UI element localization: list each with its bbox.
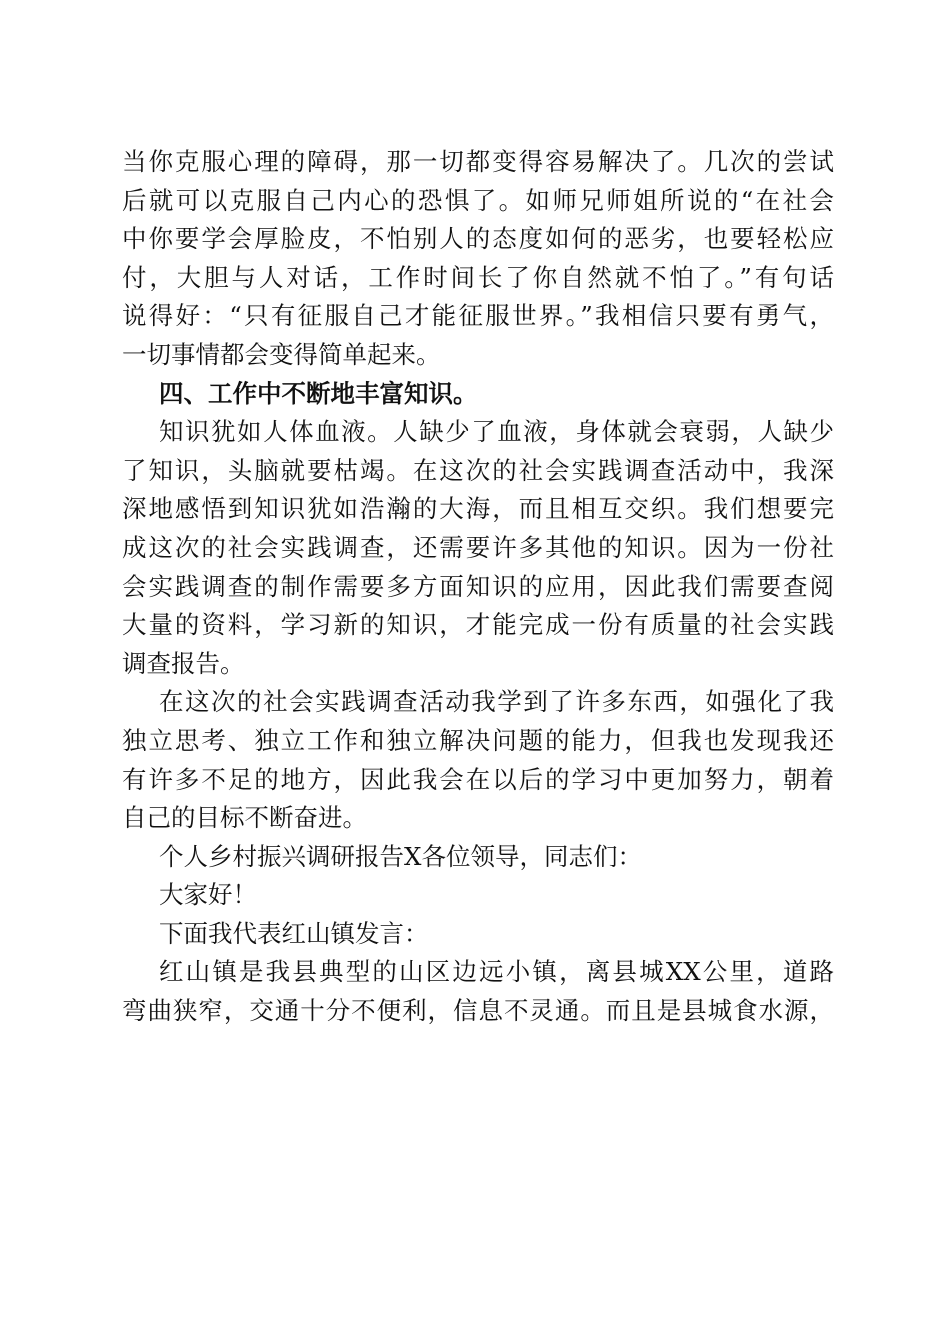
text-line: 大量的资料，学习新的知识，才能完成一份有质量的社会实践 xyxy=(122,610,834,640)
text-line: 当你克服心理的障碍，那一切都变得容易解决了。几次的尝试 xyxy=(122,147,834,176)
paragraph-learned xyxy=(122,683,834,837)
text-line: 中你要学会厚脸皮，不怕别人的态度如何的恶劣，也要轻松应 xyxy=(122,224,834,254)
text-line: 一切事情都会变得简单起来。 xyxy=(122,339,441,369)
intro-line: 下面我代表红山镇发言： xyxy=(159,918,429,948)
text-line: 会实践调查的制作需要多方面知识的应用，因此我们需要查阅 xyxy=(122,571,834,601)
text-line: 后就可以克服自己内心的恐惧了。如师兄师姐所说的“在社会 xyxy=(122,185,834,215)
paragraph-knowledge xyxy=(122,413,834,683)
paragraph-hongshan-town xyxy=(122,953,834,1030)
document-page xyxy=(122,143,834,1031)
text-line: 红山镇是我县典型的山区边远小镇，离县城XX公里，道路 xyxy=(159,957,834,987)
greeting-line: 大家好！ xyxy=(159,880,257,910)
text-line: 了知识，头脑就要枯竭。在这次的社会实践调查活动中，我深 xyxy=(122,455,834,485)
text-line: 调查报告。 xyxy=(122,648,245,678)
text-line: 弯曲狭窄，交通十分不便利，信息不灵通。而且是县城食水源， xyxy=(122,996,834,1026)
text-line: 深地感悟到知识犹如浩瀚的大海，而且相互交织。我们想要完 xyxy=(122,494,834,524)
text-line: 有许多不足的地方，因此我会在以后的学习中更加努力，朝着 xyxy=(122,764,834,794)
report-title-line: 个人乡村振兴调研报告X各位领导，同志们： xyxy=(159,841,642,871)
text-line: 付，大胆与人对话，工作时间长了你自然就不怕了。”有句话 xyxy=(122,262,834,292)
text-line: 自己的目标不断奋进。 xyxy=(122,803,367,833)
text-line: 知识犹如人体血液。人缺少了血液，身体就会衰弱，人缺少 xyxy=(159,417,834,447)
section-heading-4: 四、工作中不断地丰富知识。 xyxy=(159,378,478,408)
text-line: 说得好：“只有征服自己才能征服世界。”我相信只要有勇气， xyxy=(122,301,834,331)
text-line: 成这次的社会实践调查，还需要许多其他的知识。因为一份社 xyxy=(122,532,834,562)
text-line: 独立思考、独立工作和独立解决问题的能力，但我也发现我还 xyxy=(122,725,834,755)
text-line: 在这次的社会实践调查活动我学到了许多东西，如强化了我 xyxy=(159,687,834,717)
paragraph-overcome-fear xyxy=(122,143,834,375)
